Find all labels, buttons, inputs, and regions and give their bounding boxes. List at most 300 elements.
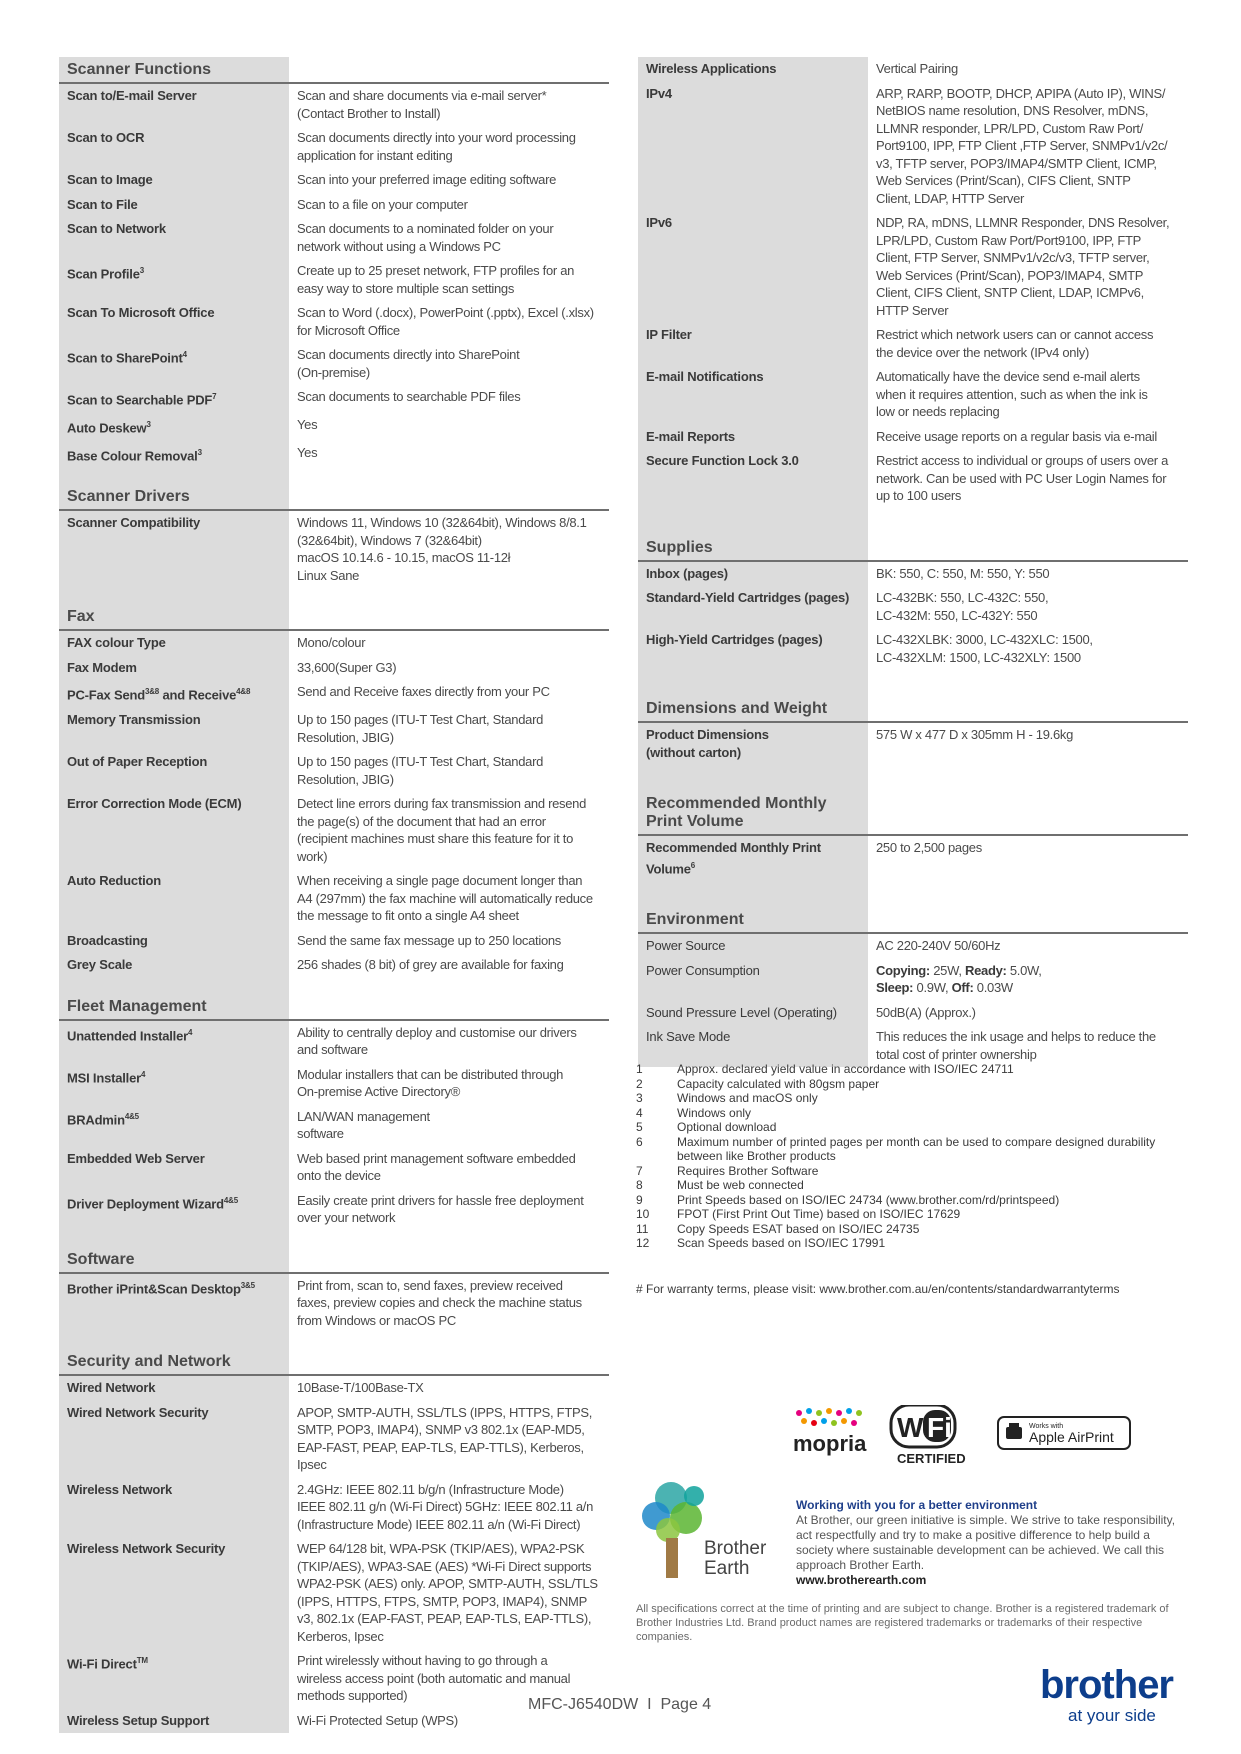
spec-row-grey-scale — [59, 953, 609, 978]
brother-earth-logo — [636, 1468, 786, 1588]
spec-value — [868, 428, 1188, 446]
footnote-ref: 3 — [139, 266, 144, 275]
spec-label — [59, 1404, 289, 1474]
right-spec-column — [638, 57, 1188, 1067]
footnote-number: 5 — [636, 1120, 643, 1134]
spec-row-auto-deskew — [59, 413, 609, 441]
spec-label-text: Scan to Network — [67, 221, 166, 236]
spec-label-text: Scan Profile — [67, 266, 140, 282]
spec-value-line: Easily create print drivers for hassle free deployment — [297, 1192, 584, 1208]
environment-statement — [796, 1498, 1186, 1588]
spec-label — [638, 452, 868, 505]
spec-label — [59, 171, 289, 189]
spec-value-line: When receiving a single page document longer than — [297, 873, 583, 889]
spec-label-text: Memory Transmission — [67, 712, 201, 728]
spec-label-line: Product Dimensions — [646, 727, 769, 742]
spec-value-line: application for instant editing — [297, 147, 453, 163]
spec-value-line: Up to 150 pages (ITU-T Test Chart, Standard — [297, 754, 544, 770]
spec-value — [289, 932, 609, 950]
spec-label — [59, 1481, 289, 1534]
footnote-number: 1 — [636, 1062, 643, 1076]
section-header-environment — [638, 891, 1188, 934]
spec-value — [289, 683, 609, 704]
spec-value-line: LC-432XLBK: 3000, LC-432XLC: 1500, — [876, 632, 1093, 647]
spec-label — [59, 711, 289, 746]
footnote-number: 6 — [636, 1134, 643, 1149]
spec-value — [868, 452, 1188, 505]
environment-body: At Brother, our green initiative is simple. We strive to take responsibility, act respectfully and try to make a positive difference to help build a society where sustainable development can be achieved. We call this approach Brother Earth. — [796, 1513, 1176, 1572]
spec-value-line: LC-432XLM: 1500, LC-432XLY: 1500 — [876, 649, 1081, 665]
spec-label — [59, 1540, 289, 1645]
spec-value-line: ARP, RARP, BOOTP, DHCP, APIPA (Auto IP), WINS/ — [876, 85, 1166, 101]
footnote-text: Scan Speeds based on ISO/IEC 17991 — [677, 1236, 886, 1250]
footnote-ref: 3 — [146, 419, 151, 429]
spec-value — [289, 196, 609, 214]
spec-value-line: Send and Receive faxes directly from your PC — [297, 684, 550, 700]
spec-value — [289, 872, 609, 925]
spec-row-scan-to-sharepoint — [59, 343, 609, 385]
spec-label-text: BRAdmin — [67, 1112, 125, 1128]
spec-value — [289, 795, 609, 865]
spec-row-memory-transmission — [59, 708, 609, 750]
footnote-number: 8 — [636, 1178, 643, 1192]
section-header-scanner-functions — [59, 57, 609, 84]
spec-value-line: when it requires attention, such as when the ink is — [876, 386, 1148, 402]
spec-value-line: low or needs replacing — [876, 404, 1000, 419]
spec-value — [289, 1277, 609, 1330]
spec-label — [59, 1277, 289, 1330]
section-title: Environment — [646, 911, 744, 929]
spec-value-line: 33,600(Super G3) — [297, 659, 397, 675]
spec-value-line: LPR/LPD, Custom Raw Port/Port9100, IPP, FTP — [876, 232, 1142, 248]
section-header-fax — [59, 588, 609, 631]
spec-label — [59, 634, 289, 652]
spec-section — [638, 891, 1188, 1067]
footnote-text: Copy Speeds ESAT based on ISO/IEC 24735 — [677, 1221, 920, 1236]
section-header-supplies — [638, 519, 1188, 562]
svg-text:Wi: Wi — [897, 1412, 931, 1443]
spec-value-segment: Off: — [951, 980, 974, 996]
spec-value-line: (IPPS, HTTPS, FTPS, SMTP, POP3, IMAP4), SNMP — [297, 1593, 587, 1609]
spec-value-line: Vertical Pairing — [876, 61, 958, 76]
spec-value-line: Web Services (Print/Scan), CIFS Client, SNTP — [876, 173, 1131, 188]
spec-label-text: MSI Installer — [67, 1070, 141, 1086]
spec-label — [59, 1652, 289, 1705]
spec-value — [289, 1108, 609, 1143]
spec-label — [59, 514, 289, 584]
footnote-text: Requires Brother Software — [677, 1163, 819, 1178]
spec-value — [289, 388, 609, 409]
spec-row-scan-to-e-mail-server — [59, 84, 609, 126]
spec-value — [289, 444, 609, 465]
spec-value — [868, 839, 1188, 877]
spec-label-text: Scan To Microsoft Office — [67, 305, 215, 320]
footnote-item — [636, 1193, 1196, 1208]
section-title: Fax — [67, 608, 95, 626]
spec-value-line: APOP, SMTP-AUTH, SSL/TLS (IPPS, HTTPS, FTPS, — [297, 1404, 593, 1420]
spec-row-error-correction-mode-ecm — [59, 792, 609, 869]
spec-label — [638, 214, 868, 319]
footnote-number: 7 — [636, 1163, 643, 1178]
footnote-item — [636, 1164, 1196, 1179]
footnote-ref: 4&5 — [124, 1111, 139, 1121]
spec-value — [289, 1404, 609, 1474]
section-header-security-and-network — [59, 1333, 609, 1376]
footnote-item — [636, 1091, 1196, 1106]
earth-line1: Brother — [704, 1538, 767, 1559]
network-spec-table — [638, 57, 1188, 509]
spec-value-line: network. Can be used with PC User Login Names for — [876, 470, 1167, 486]
spec-label-text: Inbox (pages) — [646, 565, 728, 581]
spec-label-text: IP Filter — [646, 327, 692, 342]
spec-value-line: Modular installers that can be distributed through — [297, 1066, 564, 1082]
section-header-fleet-management — [59, 978, 609, 1021]
spec-label — [59, 346, 289, 381]
spec-label-text: IPv4 — [646, 85, 672, 101]
spec-value-line: over your network — [297, 1210, 396, 1226]
spec-label-text: Auto Deskew — [67, 420, 147, 436]
section-header-recommended-monthly — [638, 775, 1188, 836]
spec-value-line: WPA2-PSK (AES) only. APOP, SMTP-AUTH, SSL/TLS — [297, 1576, 598, 1592]
spec-value — [289, 129, 609, 164]
spec-value-line: Yes — [297, 416, 318, 432]
spec-row-unattended-installer — [59, 1021, 609, 1063]
spec-value-line: onto the device — [297, 1168, 381, 1184]
spec-value-line: and software — [297, 1042, 368, 1058]
spec-label-text: Wired Network — [67, 1380, 156, 1396]
spec-row-wireless-network — [59, 1478, 609, 1538]
footnote-number: 12 — [636, 1236, 650, 1250]
spec-value — [868, 368, 1188, 421]
spec-row-wired-network-security — [59, 1401, 609, 1478]
spec-label-text: Scan to/E-mail Server — [67, 88, 197, 103]
spec-label-text: Scan to SharePoint — [67, 350, 183, 366]
spec-label-text: Secure Function Lock 3.0 — [646, 453, 799, 468]
spec-value-line: Restrict which network users can or cannot access — [876, 327, 1154, 342]
footnote-number: 4 — [636, 1105, 643, 1120]
spec-value-line: for Microsoft Office — [297, 322, 400, 338]
spec-value-line: Scan documents to a nominated folder on your — [297, 221, 554, 236]
spec-row-scanner-compatibility — [59, 511, 609, 588]
spec-row-ipv4 — [638, 82, 1188, 212]
footnote-text: Windows and macOS only — [677, 1091, 818, 1105]
spec-value — [289, 514, 609, 584]
footnote-ref: 3&5 — [240, 1280, 255, 1290]
wifi-certified-text: CERTIFIED — [897, 1451, 966, 1465]
spec-value-line: v3, 802.1x (EAP-FAST, PEAP, EAP-TLS, EAP-TTLS), — [297, 1611, 592, 1627]
spec-value-segment: 25W, — [929, 962, 965, 978]
spec-value-line: macOS 10.14.6 - 10.15, macOS 11-12ł — [297, 550, 511, 566]
footnote-item — [636, 1062, 1196, 1077]
spec-label — [59, 129, 289, 164]
spec-label-text: Power Source — [646, 938, 726, 954]
spec-row-power-source — [638, 934, 1188, 959]
section-header-dimensions-and-weight — [638, 680, 1188, 723]
spec-value-line: 575 W x 477 D x 305mm H - 19.6kg — [876, 727, 1074, 742]
svg-text:Fi: Fi — [927, 1412, 952, 1443]
airprint-wordmark: Apple AirPrint — [1029, 1429, 1114, 1445]
footnote-item — [636, 1207, 1196, 1222]
footnote-ref: TM — [136, 1656, 148, 1666]
spec-row-fax-colour-type — [59, 631, 609, 656]
spec-label — [638, 962, 868, 997]
apple-airprint-logo — [998, 1417, 1130, 1449]
section-title: Fleet Management — [67, 997, 207, 1015]
footnote-item — [636, 1106, 1196, 1121]
spec-row-high-yield-cartridges-pages — [638, 628, 1188, 670]
spec-value — [868, 1028, 1188, 1063]
spec-label-text: Wireless Setup Support — [67, 1712, 210, 1728]
spec-value-line: Scan to Word (.docx), PowerPoint (.pptx), Excel (.xlsx) — [297, 305, 594, 320]
spec-value-line: Web Services (Print/Scan), POP3/IMAP4, SMTP — [876, 267, 1144, 283]
spec-value-segment: 0.9W, — [913, 980, 952, 996]
left-spec-column — [59, 57, 609, 1733]
footnote-item — [636, 1178, 1196, 1193]
spec-label — [638, 589, 868, 624]
spec-row-pc-fax-send — [59, 680, 609, 708]
footnote-item — [636, 1077, 1196, 1092]
spec-row-scan-to-ocr — [59, 126, 609, 168]
spec-label — [638, 428, 868, 446]
spec-value — [289, 753, 609, 788]
spec-value-line: software — [297, 1126, 344, 1142]
spec-row-e-mail-notifications — [638, 365, 1188, 425]
spec-value-line: Linux Sane — [297, 567, 360, 583]
section-header-software — [59, 1231, 609, 1274]
spec-label-text: Scanner Compatibility — [67, 515, 201, 531]
section-title: Recommended Monthly — [646, 795, 827, 812]
spec-label-text: High-Yield Cartridges (pages) — [646, 632, 823, 647]
spec-label — [59, 872, 289, 925]
spec-row-scan-to-file — [59, 193, 609, 218]
spec-value-line — [876, 979, 1178, 997]
spec-value-line: Scan to a file on your computer — [297, 196, 468, 212]
spec-row-inbox-pages — [638, 562, 1188, 587]
spec-value-line: Automatically have the device send e-mail alerts — [876, 369, 1140, 384]
spec-label-text: E-mail Reports — [646, 428, 735, 444]
mopria-wordmark: mopria — [793, 1431, 867, 1456]
spec-row-brother-iprint-scan-desktop — [59, 1274, 609, 1334]
spec-value-line: On-premise Active Directory® — [297, 1084, 460, 1100]
spec-label-text: Grey Scale — [67, 957, 133, 973]
spec-row-ipv6 — [638, 211, 1188, 323]
spec-value-line — [876, 962, 1178, 980]
spec-row-scan-to-network — [59, 217, 609, 259]
spec-label — [59, 1108, 289, 1143]
spec-label — [638, 326, 868, 361]
spec-value-line: Create up to 25 preset network, FTP profiles for an — [297, 263, 575, 278]
spec-value-line: (TKIP/AES), WPA3-SAE (AES) *Wi-Fi Direct supports — [297, 1558, 592, 1574]
spec-value-line: 2.4GHz: IEEE 802.11 b/g/n (Infrastructure Mode) — [297, 1481, 564, 1497]
footnote-item — [636, 1135, 1196, 1164]
spec-label-line: Recommended Monthly Print — [646, 840, 821, 855]
footnote-ref: 4 — [182, 350, 187, 359]
footnote-text: Maximum number of printed pages per month can be used to compare designed durability between like Brother products — [677, 1134, 1156, 1163]
spec-value — [289, 262, 609, 297]
spec-label-text: Error Correction Mode (ECM) — [67, 796, 242, 812]
spec-value-line: from Windows or macOS PC — [297, 1312, 456, 1328]
spec-value — [289, 659, 609, 677]
spec-value-line: Up to 150 pages (ITU-T Test Chart, Standard — [297, 712, 544, 728]
spec-label-text: Standard-Yield Cartridges (pages) — [646, 590, 850, 605]
spec-row-ip-filter — [638, 323, 1188, 365]
spec-value-line: Resolution, JBIG) — [297, 729, 394, 745]
footnote-ref: 4&8 — [236, 687, 251, 697]
footnote-text: Windows only — [677, 1105, 752, 1120]
spec-value-line: Scan documents directly into your word processing — [297, 130, 576, 145]
spec-row-scan-profile — [59, 259, 609, 301]
footer-model: MFC-J6540DW — [528, 1696, 639, 1713]
spec-value-line: LLMNR responder, LPR/LPD, Custom Raw Port/ — [876, 120, 1144, 136]
spec-value-line: the device over the network (IPv4 only) — [876, 344, 1090, 360]
section-title: Software — [67, 1250, 135, 1268]
spec-label-text: Scan to OCR — [67, 130, 145, 145]
spec-value — [289, 1192, 609, 1227]
spec-value-line: Receive usage reports on a regular basis via e-mail — [876, 428, 1157, 444]
spec-value-segment: 5.0W, — [1006, 962, 1042, 978]
footnote-text: Approx. declared yield value in accordance with ISO/IEC 24711 — [677, 1062, 1014, 1076]
spec-label-text: Brother iPrint&Scan Desktop — [67, 1281, 241, 1297]
spec-value-line: Resolution, JBIG) — [297, 771, 394, 787]
spec-label-text: FAX colour Type — [67, 635, 166, 651]
spec-value-line: LC-432BK: 550, LC-432C: 550, — [876, 590, 1049, 605]
spec-value-line: A4 (297mm) the fax machine will automatically reduce — [297, 890, 593, 906]
spec-value — [868, 726, 1188, 761]
wifi-certified-logo — [891, 1405, 966, 1465]
spec-value — [289, 87, 609, 122]
spec-label — [59, 1192, 289, 1227]
spec-value-line: network without using a Windows PC — [297, 238, 501, 254]
spec-label — [638, 60, 868, 78]
footer-page-number: Page 4 — [660, 1696, 712, 1713]
spec-label — [638, 565, 868, 583]
spec-value — [868, 962, 1188, 997]
spec-row-embedded-web-server — [59, 1147, 609, 1189]
spec-label — [638, 1028, 868, 1063]
spec-value — [868, 326, 1188, 361]
footnote-ref: 4 — [140, 1069, 146, 1079]
spec-row-recommended-monthly-print — [638, 836, 1188, 881]
spec-value-line: Port9100, IPP, FTP Client ,FTP Server, SNMPv1/v2c/ — [876, 138, 1168, 153]
spec-value-line: (On-premise) — [297, 364, 370, 380]
spec-value — [289, 1481, 609, 1534]
spec-value — [289, 416, 609, 437]
spec-value-line: Scan documents directly into SharePoint — [297, 347, 520, 362]
spec-value-line: NetBIOS name resolution, DNS Resolver, mDNS, — [876, 103, 1149, 118]
spec-value-line: the message to fit onto a single A4 sheet — [297, 908, 519, 924]
footnote-text: Print Speeds based on ISO/IEC 24734 (www.brother.com/rd/printspeed) — [677, 1192, 1060, 1207]
spec-label — [59, 220, 289, 255]
footnote-text: Must be web connected — [677, 1178, 804, 1192]
spec-value — [289, 956, 609, 974]
spec-value-line: HTTP Server — [876, 302, 949, 318]
spec-value-line: Client, LDAP, HTTP Server — [876, 190, 1025, 206]
spec-label-text: Wireless Applications — [646, 61, 777, 76]
spec-value-line: Detect line errors during fax transmission and resend — [297, 796, 587, 812]
spec-label-text: Wired Network Security — [67, 1404, 209, 1420]
spec-value-line: Client, FTP Server, SNMPv1/v2c/v3, TFTP server, — [876, 250, 1150, 265]
page-footer — [528, 1696, 711, 1714]
spec-label — [59, 388, 289, 409]
spec-label — [59, 659, 289, 677]
footnote-number: 10 — [636, 1207, 650, 1221]
spec-value-line: This reduces the ink usage and helps to reduce the — [876, 1029, 1156, 1045]
spec-value-line: Ability to centrally deploy and customise our drivers — [297, 1024, 577, 1040]
spec-value — [289, 1712, 609, 1730]
certification-logos — [793, 1405, 1193, 1465]
spec-value-line: Windows 11, Windows 10 (32&64bit), Windows 8/8.1 — [297, 515, 587, 531]
spec-value-line: Scan and share documents via e-mail server* — [297, 88, 547, 103]
spec-label-text: Embedded Web Server — [67, 1150, 205, 1166]
footnote-item — [636, 1222, 1196, 1237]
footnote-ref: 4 — [187, 1027, 193, 1037]
spec-value-segment: 0.03W — [973, 980, 1013, 996]
spec-label — [59, 753, 289, 788]
spec-label-text: Sound Pressure Level (Operating) — [646, 1004, 837, 1020]
spec-row-out-of-paper-reception — [59, 750, 609, 792]
spec-value-line: total cost of printer ownership — [876, 1046, 1037, 1062]
spec-label-text: PC-Fax Send — [67, 687, 145, 703]
spec-label-text: Wi-Fi Direct — [67, 1656, 137, 1672]
footnote-item — [636, 1236, 1196, 1251]
spec-value-line: the page(s) of the document that had an error — [297, 813, 546, 829]
spec-value — [289, 220, 609, 255]
spec-value-line: Ipsec — [297, 1457, 327, 1473]
spec-value-line: v3, TFTP server, POP3/IMAP4/SMTP Client, ICMP, — [876, 155, 1157, 171]
brotherearth-link[interactable]: www.brotherearth.com — [796, 1573, 927, 1587]
spec-value — [289, 1379, 609, 1397]
spec-label-text: Wireless Network — [67, 1481, 173, 1497]
spec-value — [868, 937, 1188, 955]
footnote-ref: 6 — [690, 860, 696, 870]
spec-row-msi-installer — [59, 1063, 609, 1105]
footnote-number: 11 — [636, 1221, 649, 1236]
spec-section — [638, 519, 1188, 671]
environment-title: Working with you for a better environment — [796, 1498, 1038, 1512]
spec-row-secure-function-lock-3-0 — [638, 449, 1188, 509]
spec-label — [59, 416, 289, 437]
spec-value — [868, 60, 1188, 78]
earth-line2: Earth — [704, 1558, 750, 1579]
spec-label-text: E-mail Notifications — [646, 369, 764, 384]
spec-value-line: easy way to store multiple scan settings — [297, 280, 515, 296]
footnote-text: Optional download — [677, 1120, 777, 1134]
spec-value-line: methods supported) — [297, 1688, 408, 1704]
spec-value-line: Print wirelessly without having to go through a — [297, 1653, 548, 1669]
spec-label — [59, 1024, 289, 1059]
section-title: Supplies — [646, 538, 713, 556]
spec-value-line: 250 to 2,500 pages — [876, 840, 982, 855]
spec-label-text: Base Colour Removal — [67, 447, 198, 463]
footnote-number: 3 — [636, 1091, 643, 1105]
spec-label — [59, 304, 289, 339]
spec-value-line: (32&64bit), Windows 7 (32&64bit) — [297, 532, 482, 548]
section-title-line2: Print Volume — [646, 813, 744, 830]
spec-label — [638, 726, 868, 761]
spec-value — [289, 1540, 609, 1645]
spec-label-text: Wireless Network Security — [67, 1541, 226, 1557]
spec-label — [638, 937, 868, 955]
spec-value-line: Print from, scan to, send faxes, preview received — [297, 1277, 563, 1293]
brother-logo — [1040, 1658, 1190, 1726]
spec-value — [289, 1024, 609, 1059]
spec-label — [638, 631, 868, 666]
footnote-text: Capacity calculated with 80gsm paper — [677, 1076, 880, 1091]
spec-row-wi-fi-direct — [59, 1649, 609, 1709]
spec-value — [289, 346, 609, 381]
spec-row-power-consumption — [638, 959, 1188, 1001]
spec-value-line: Kerberos, Ipsec — [297, 1628, 384, 1644]
